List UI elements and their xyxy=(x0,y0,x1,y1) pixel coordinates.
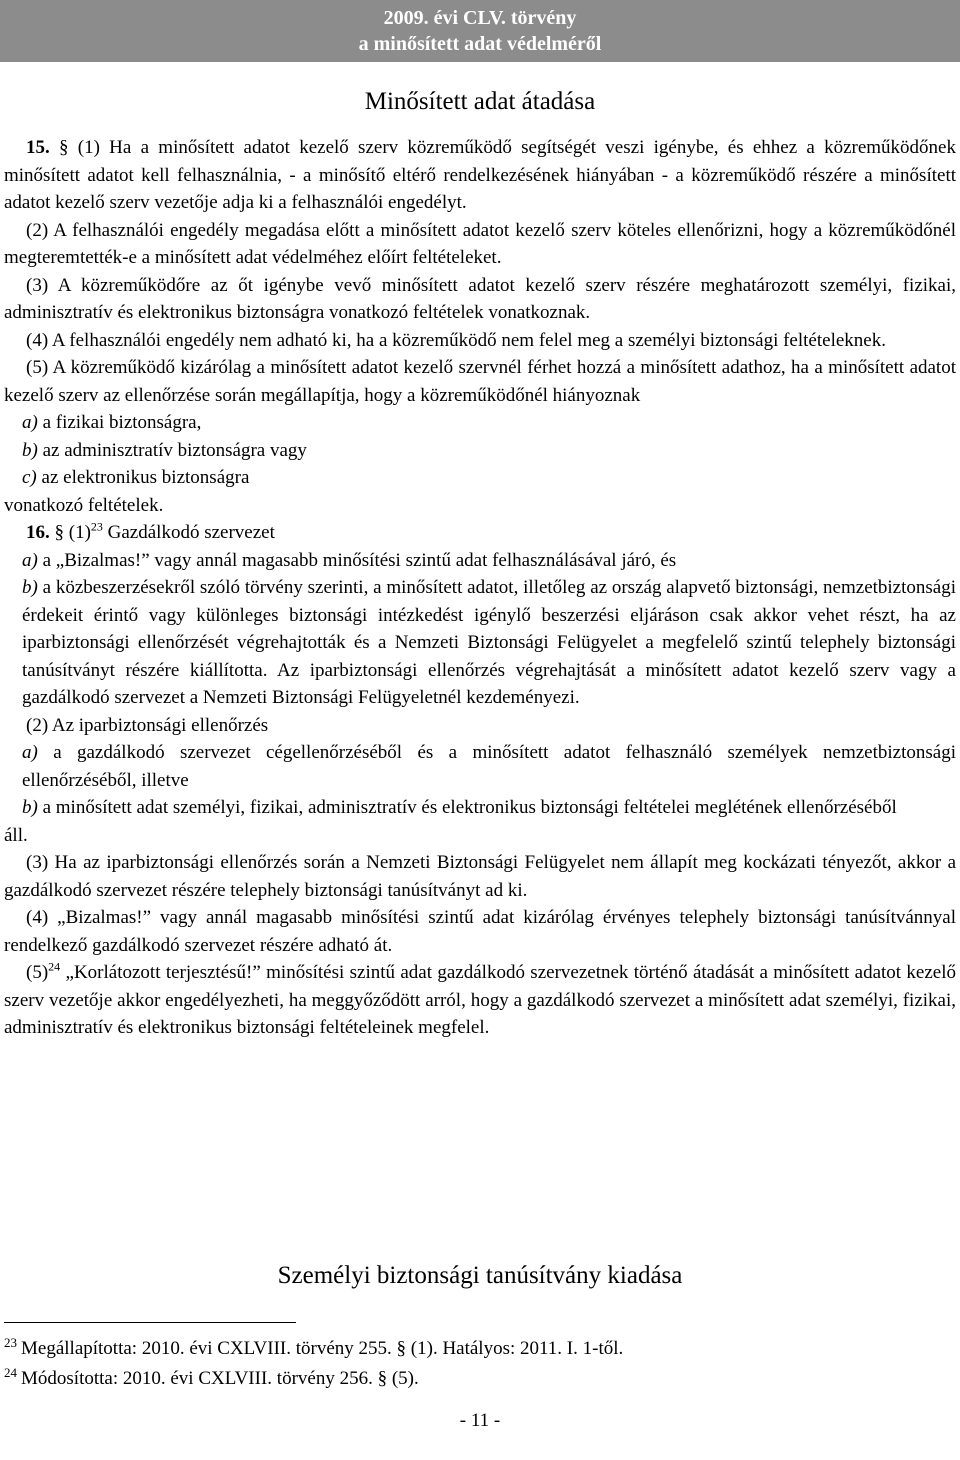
paragraph-16-2-closing: áll. xyxy=(4,824,28,846)
paragraph-16-1 xyxy=(4,519,956,547)
list-marker: a) xyxy=(22,412,38,433)
section-number-15: 15. xyxy=(26,137,50,158)
list-marker: b) xyxy=(22,577,38,598)
footnote-number: 24 xyxy=(4,1364,17,1380)
footnote-ref-24[interactable]: 24 xyxy=(48,959,61,974)
list-text: a „Bizalmas!” vagy annál magasabb minősítési szintű adat felhasználásával járó, és xyxy=(37,549,677,571)
paragraph-16-4: (4) „Bizalmas!” vagy annál magasabb minősítési szintű adat kizárólag érvényes telephely biztonsági tanúsítvánnyal rendelkező gazdálkodó szervezet részére adható át. xyxy=(4,907,956,956)
section-title-clearance: Személyi biztonsági tanúsítvány kiadása xyxy=(277,1262,683,1289)
header-title-line2: a minősített adat védelméről xyxy=(358,33,602,55)
list-marker: a) xyxy=(22,549,38,571)
paragraph-15-closing: vonatkozó feltételek. xyxy=(4,494,164,516)
footnote-24 xyxy=(4,1364,623,1394)
footnote-number: 23 xyxy=(4,1334,17,1350)
list-marker: b) xyxy=(22,797,38,818)
running-header xyxy=(0,0,960,62)
list-item-b xyxy=(4,437,956,465)
list-item-c xyxy=(4,464,956,492)
list-text: a fizikai biztonságra, xyxy=(37,412,202,433)
paragraph-text: (1) Ha a minősített adatot kezelő szerv közreműködő segítségét veszi igénybe, és ehhez a közreműködőnek minősített adatot kell felhasználnia, - a minősítő eltérő rendelkezésének hiányában - a közreműködő részére a minősített adatot kezelő szerv vezetője adja ki a felhasználói engedélyt. xyxy=(4,137,956,213)
document-body xyxy=(4,134,956,1042)
list-marker: a) xyxy=(22,742,38,763)
footnote-text: Módosította: 2010. évi CXLVIII. törvény 256. § (5). xyxy=(21,1368,419,1389)
list-marker: c) xyxy=(22,467,37,488)
list-text: az adminisztratív biztonságra vagy xyxy=(37,439,307,461)
paragraph-16-3: (3) Ha az iparbiztonsági ellenőrzés során a Nemzeti Biztonsági Felügyelet nem állapít meg kockázati tényezőt, akkor a gazdálkodó szervezet részére telephely biztonsági tanúsítványt ad ki. xyxy=(4,852,956,901)
footnote-23 xyxy=(4,1334,623,1364)
list-marker: b) xyxy=(22,439,38,461)
paragraph-15-5: (5) A közreműködő kizárólag a minősített adatot kezelő szervnél férhet hozzá a minősített adathoz, ha a minősített adatot kezelő szerv az ellenőrzése során megállapítja, hogy a közreműködőnél hiányoznak xyxy=(4,357,956,406)
page-number: - 11 - xyxy=(459,1410,501,1431)
footnote-text: Megállapította: 2010. évi CXLVIII. törvény 255. § (1). Hatályos: 2011. I. 1-től. xyxy=(21,1338,624,1359)
paragraph-15-2: (2) A felhasználói engedély megadása előtt a minősített adatot kezelő szerv köteles ellenőrizni, hogy a közreműködőnél megteremtették-e a minősített adat védelméhez előírt feltételeket. xyxy=(4,219,956,268)
list-item-16a xyxy=(4,547,956,575)
footnote-divider xyxy=(4,1322,296,1323)
paragraph-sign: § xyxy=(54,522,64,543)
paragraph-16-5 xyxy=(4,959,956,1042)
list-item-a xyxy=(4,409,956,437)
header-title-line1: 2009. évi CLV. törvény xyxy=(383,7,577,29)
section-title-transfer: Minősített adat átadása xyxy=(364,88,596,115)
paragraph-15-1 xyxy=(4,134,956,217)
paragraph-15-4: (4) A felhasználói engedély nem adható ki, ha a közreműködő nem felel meg a személyi biztonsági feltételeknek. xyxy=(26,329,886,351)
section-number-16: 16. xyxy=(26,522,50,543)
paragraph-text: Gazdálkodó szervezet xyxy=(102,522,275,543)
paragraph-lead: (1) xyxy=(64,522,91,543)
paragraph-15-3: (3) A közreműködőre az őt igénybe vevő minősített adatot kezelő szerv részére meghatározott személyi, fizikai, adminisztratív és elektronikus biztonságra vonatkozó feltételek vonatkoznak. xyxy=(4,274,956,323)
list-text: a közbeszerzésekről szóló törvény szerinti, a minősített adatot, illetőleg az ország alapvető biztonsági, nemzetbiztonsági érdekeit érintő vagy különleges biztonsági intézkedést igénylő beszerzési eljáráson csak akkor vehet részt, ha az iparbiztonsági ellenőrzését végrehajtották és a Nemzeti Biztonsági Felügyelet a megfelelő szintű telephely biztonsági tanúsítványt részére kiállította. Az iparbiztonsági ellenőrzés végrehajtását a minősített adatot kezelő szerv vagy a gazdálkodó szervezet a Nemzeti Biztonsági Felügyeletnél kezdeményezi. xyxy=(22,577,956,708)
paragraph-lead: (5) xyxy=(26,962,49,983)
list-item-16-2a xyxy=(4,739,956,794)
paragraph-text: „Korlátozott terjesztésű!” minősítési szintű adat gazdálkodó szervezetnek történő átadását a minősített adatot kezelő szerv vezetője akkor engedélyezheti, ha meggyőződött arról, hogy a gazdálkodó szervezet a minősített adat személyi, fizikai, adminisztratív és elektronikus biztonsági feltételeinek megfelel. xyxy=(4,962,956,1038)
list-text: a minősített adat személyi, fizikai, adminisztratív és elektronikus biztonsági feltételei meglétének ellenőrzéséből xyxy=(37,797,897,818)
footnotes xyxy=(4,1334,623,1394)
footnote-ref-23[interactable]: 23 xyxy=(90,519,103,534)
list-item-16-2b xyxy=(4,794,956,822)
list-text: az elektronikus biztonságra xyxy=(36,467,250,488)
list-item-16b xyxy=(4,574,956,712)
paragraph-sign: § xyxy=(59,137,69,158)
list-text: a gazdálkodó szervezet cégellenőrzéséből és a minősített adatot felhasználó személyek nemzetbiztonsági ellenőrzéséből, illetve xyxy=(22,742,956,791)
paragraph-16-2: (2) Az iparbiztonsági ellenőrzés xyxy=(26,714,269,736)
